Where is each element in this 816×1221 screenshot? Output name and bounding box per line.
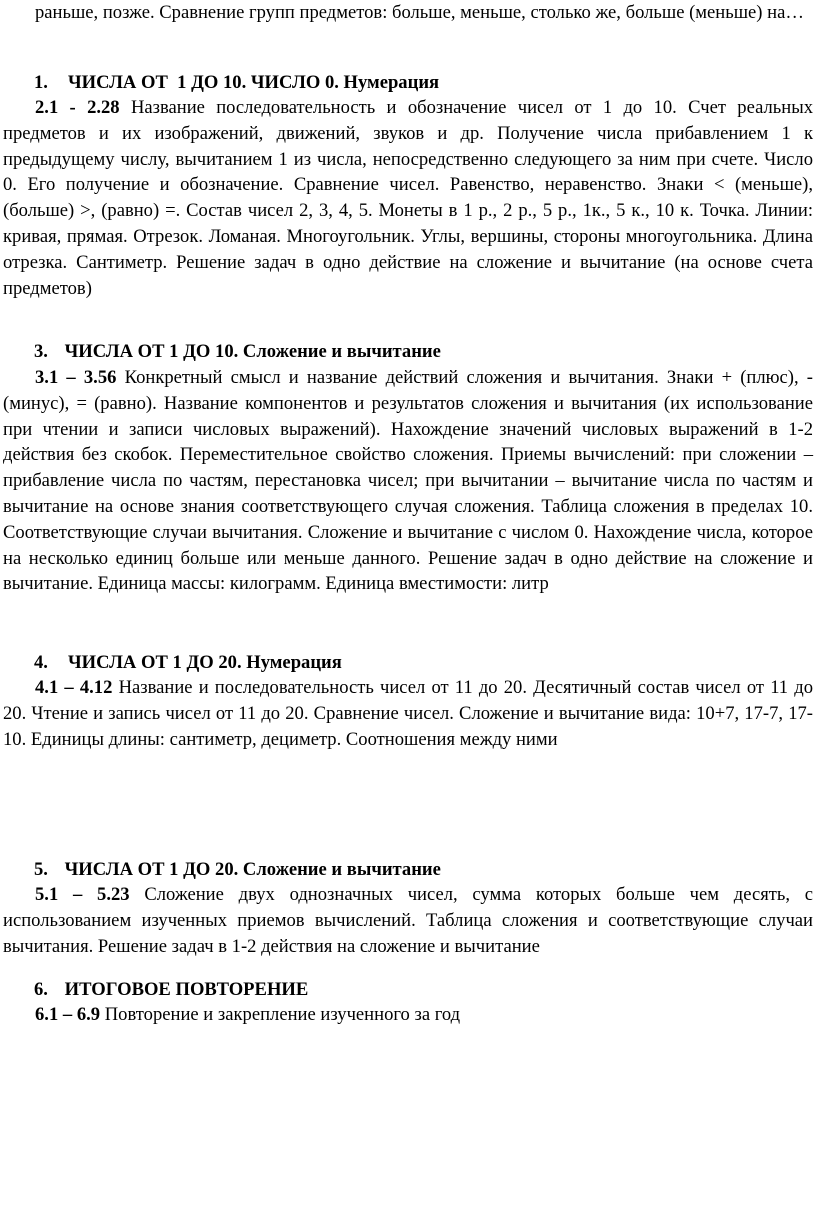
section-5-paragraph: [3, 882, 813, 959]
section-4-heading: [34, 650, 342, 676]
section-3-title: ЧИСЛА ОТ 1 ДО 10. Сложение и вычитание: [64, 341, 441, 362]
section-4-text: Название и последовательность чисел от 11 до 20. Десятичный состав чисел от 11 до 20. Чтение и запись чисел от 11 до 20. Сравнение чисел. Сложение и вычитание вида: 10+7, 17-7, 17-10. Единицы длины: сантиметр, дециметр. Соотношения между ними: [3, 677, 814, 750]
section-4-number: 4.: [34, 652, 48, 673]
section-5-title: ЧИСЛА ОТ 1 ДО 20. Сложение и вычитание: [64, 859, 441, 880]
section-1-heading: [34, 70, 439, 96]
section-6-code: 6.1 – 6.9: [35, 1004, 101, 1025]
section-6-heading: [34, 977, 308, 1003]
section-6-number: 6.: [34, 979, 48, 1000]
section-6-text: Повторение и закрепление изученного за год: [104, 1004, 461, 1025]
section-1-text: Название последовательность и обозначение чисел от 1 до 10. Счет реальных предметов и их изображений, движений, звуков и др. Получение числа прибавлением 1 к предыдущему числу, вычитанием 1 из числа, непосредственно следующего за ним при счете. Число 0. Его получение и обозначение. Сравнение чисел. Равенство, неравенство. Знаки < (меньше), (больше) >, (равно) =. Состав чисел 2, 3, 4, 5. Монеты в 1 р., 2 р., 5 р., 1к., 5 к., 10 к. Точка. Линии: кривая, прямая. Отрезок. Ломаная. Многоугольник. Углы, вершины, стороны многоугольника. Длина отрезка. Сантиметр. Решение задач в одно действие на сложение и вычитание (на основе счета предметов): [3, 97, 813, 299]
section-1-title: ЧИСЛА ОТ 1 ДО 10. ЧИСЛО 0. Нумерация: [68, 72, 440, 93]
intro-paragraph: [3, 0, 813, 26]
section-1-code: 2.1 - 2.28: [35, 97, 120, 118]
section-1-paragraph: [3, 95, 813, 301]
section-3-paragraph: [3, 365, 813, 597]
section-1-number: 1.: [34, 72, 48, 93]
section-3-heading: [34, 339, 441, 365]
section-5-text: Сложение двух однозначных чисел, сумма которых больше чем десять, с использованием изученных приемов вычислений. Таблица сложения и соответствующие случаи вычитания. Решение задач в 1-2 действия на сложение и вычитание: [3, 884, 814, 957]
section-3-number: 3.: [34, 341, 48, 362]
section-3-code: 3.1 – 3.56: [35, 367, 117, 388]
section-4-paragraph: [3, 675, 813, 752]
section-5-code: 5.1 – 5.23: [35, 884, 130, 905]
section-6-paragraph: [3, 1002, 813, 1028]
section-5-number: 5.: [34, 859, 48, 880]
section-4-code: 4.1 – 4.12: [35, 677, 113, 698]
section-4-title: ЧИСЛА ОТ 1 ДО 20. Нумерация: [68, 652, 342, 673]
section-3-text: Конкретный смысл и название действий сложения и вычитания. Знаки + (плюс), - (минус), = (равно). Название компонентов и результатов сложения и вычитания (их использование при чтении и записи числовых выражений). Нахождение значений числовых выражений в 1-2 действия без скобок. Переместительное свойство сложения. Приемы вычислений: при сложении – прибавление числа по частям, перестановка чисел; при вычитании – вычитание числа по частям и вычитание на основе знания соответствующего случая сложения. Таблица сложения в пределах 10. Соответствующие случаи вычитания. Сложение и вычитание с числом 0. Нахождение числа, которое на несколько единиц больше или меньше данного. Решение задач в одно действие на сложение и вычитание. Единица массы: килограмм. Единица вместимости: литр: [3, 367, 813, 595]
intro-text: раньше, позже. Сравнение групп предметов: больше, меньше, столько же, больше (меньше) на…: [35, 2, 804, 23]
section-5-heading: [34, 857, 441, 883]
section-6-title: ИТОГОВОЕ ПОВТОРЕНИЕ: [64, 979, 309, 1000]
